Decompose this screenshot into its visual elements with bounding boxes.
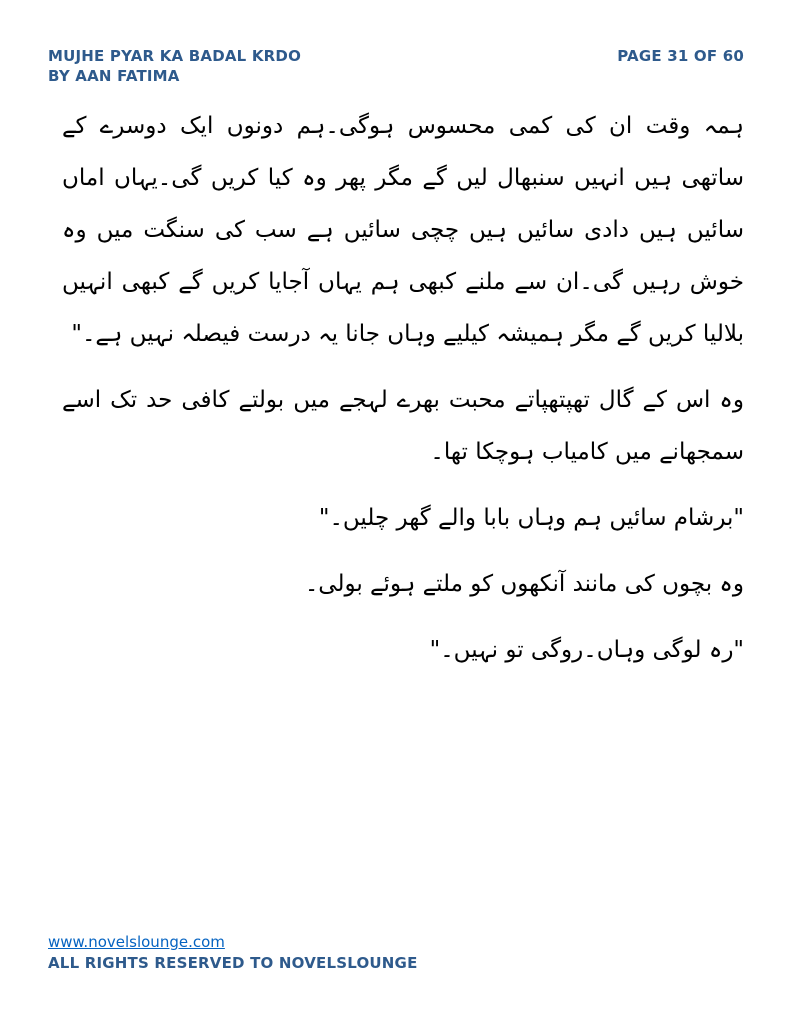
page-header <box>48 46 744 86</box>
author-name: BY AAN FATIMA <box>48 67 180 85</box>
paragraph-4: وہ بچوں کی مانند آنکھوں کو ملتے ہوئے بولی۔ <box>304 571 744 597</box>
rights-notice: ALL RIGHTS RESERVED TO NOVELSLOUNGE <box>48 954 418 972</box>
novel-title: MUJHE PYAR KA BADAL KRDO <box>48 47 302 65</box>
paragraph-2: وہ اس کے گال تھپتھپاتے محبت بھرے لہجے میں بولتے کافی حد تک اسے سمجھانے میں کامیاب ہوچکا تھا۔ <box>62 387 744 465</box>
paragraph-3: "برشام سائیں ہم وہاں بابا والے گھر چلیں۔" <box>318 505 744 531</box>
page-footer <box>48 932 418 974</box>
page-number: PAGE 31 OF 60 <box>617 47 744 65</box>
paragraph-5: "رہ لوگی وہاں۔روگی تو نہیں۔" <box>429 637 744 663</box>
page-body <box>62 100 744 676</box>
header-top-row <box>48 46 744 66</box>
paragraph-1: ہمہ وقت ان کی کمی محسوس ہوگی۔ہم دونوں ایک دوسرے کے ساتھی ہیں انہیں سنبھال لیں گے مگر پھر وہ کیا کریں گی۔یہاں اماں سائیں ہیں دادی سائیں ہیں چچی سائیں ہے سب کی سنگت میں وہ خوش رہیں گی۔ان سے ملنے کبھی ہم یہاں آجایا کریں گے کبھی انہیں بلالیا کریں گے مگر ہمیشہ کیلیے وہاں جانا یہ درست فیصلہ نہیں ہے۔" <box>62 113 744 347</box>
website-link[interactable]: www.novelslounge.com <box>48 933 225 951</box>
